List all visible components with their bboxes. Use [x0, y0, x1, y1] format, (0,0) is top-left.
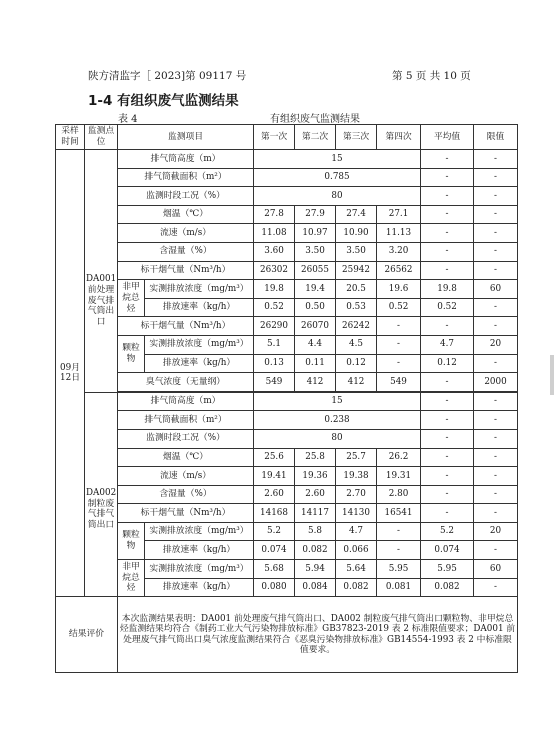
report-number: 陕方清监字［ 2023]第 09117 号: [88, 70, 247, 82]
table-row: [56, 261, 518, 280]
value-cell: 5.1: [254, 335, 295, 354]
page-indicator: 第 5 页 共 10 页: [392, 70, 471, 82]
value-cell: 25.6: [254, 448, 295, 467]
value-cell: 19.31: [377, 467, 421, 486]
value-cell: 549: [377, 373, 421, 392]
value-cell: 26290: [254, 317, 295, 336]
value-cell: 10.90: [336, 224, 377, 243]
item-label: 含湿量（%）: [118, 485, 254, 504]
value-cell: 2.80: [377, 485, 421, 504]
value-cell: 4.7: [336, 522, 377, 541]
value-cell: 11.08: [254, 224, 295, 243]
limit-cell: -: [474, 261, 518, 280]
average-cell: -: [421, 448, 474, 467]
table-row: [56, 205, 518, 224]
limit-cell: -: [474, 224, 518, 243]
limit-cell: -: [474, 168, 518, 187]
item-label: 排气筒截面积（m²）: [118, 168, 254, 187]
col-limit: 限值: [474, 125, 518, 150]
value-cell: -: [377, 522, 421, 541]
limit-cell: -: [474, 485, 518, 504]
average-cell: -: [421, 392, 474, 411]
value-cell: 26562: [377, 261, 421, 280]
table-row: [56, 242, 518, 261]
value-cell: 4.5: [336, 335, 377, 354]
value-cell: 2.60: [295, 485, 336, 504]
value-cell: 0.50: [295, 298, 336, 317]
table-row: [56, 187, 518, 206]
item-label: 排气筒高度（m）: [118, 392, 254, 411]
item-label: 烟温（℃）: [118, 448, 254, 467]
limit-cell: -: [474, 150, 518, 169]
value-cell: 0.074: [254, 541, 295, 560]
average-cell: 19.8: [421, 280, 474, 299]
value-cell: 19.38: [336, 467, 377, 486]
table-row: [56, 150, 518, 169]
item-label: 排放速率（kg/h）: [145, 541, 254, 560]
item-label: 实测排放浓度（mg/m³）: [145, 335, 254, 354]
conclusion-label: 结果评价: [56, 597, 118, 673]
value-cell: 5.68: [254, 560, 295, 579]
limit-cell: -: [474, 467, 518, 486]
item-label: 烟温（℃）: [118, 205, 254, 224]
value-cell: 80: [254, 429, 421, 448]
average-cell: -: [421, 504, 474, 523]
value-cell: 3.50: [336, 242, 377, 261]
value-cell: 15: [254, 392, 421, 411]
value-cell: 0.066: [336, 541, 377, 560]
conclusion-row: [56, 597, 518, 673]
value-cell: 27.8: [254, 205, 295, 224]
item-label: 臭气浓度（无量纲）: [118, 373, 254, 392]
limit-cell: -: [474, 448, 518, 467]
limit-cell: -: [474, 578, 518, 597]
average-cell: 0.12: [421, 354, 474, 373]
limit-cell: -: [474, 187, 518, 206]
average-cell: 4.7: [421, 335, 474, 354]
table-row: [56, 448, 518, 467]
value-cell: 0.082: [295, 541, 336, 560]
limit-cell: -: [474, 354, 518, 373]
limit-cell: -: [474, 504, 518, 523]
col-run3: 第三次: [336, 125, 377, 150]
value-cell: 412: [295, 373, 336, 392]
pollutant-group: 非甲烷总烃: [118, 280, 145, 317]
item-label: 实测排放浓度（mg/m³）: [145, 522, 254, 541]
value-cell: 19.4: [295, 280, 336, 299]
col-run1: 第一次: [254, 125, 295, 150]
table-row: [56, 467, 518, 486]
value-cell: 25.8: [295, 448, 336, 467]
col-average: 平均值: [421, 125, 474, 150]
col-point: 监测点位: [85, 125, 118, 150]
limit-cell: -: [474, 411, 518, 430]
point-da001: DA001 前处理废气排气筒出口: [85, 150, 118, 393]
value-cell: 26302: [254, 261, 295, 280]
average-cell: -: [421, 429, 474, 448]
value-cell: 80: [254, 187, 421, 206]
page-edge-mark: [550, 355, 554, 395]
table-row: [56, 560, 518, 579]
pollutant-group: 颗粒物: [118, 335, 145, 372]
average-cell: 0.074: [421, 541, 474, 560]
value-cell: 2.60: [254, 485, 295, 504]
value-cell: 26055: [295, 261, 336, 280]
limit-cell: -: [474, 429, 518, 448]
item-label: 标干烟气量（Nm³/h）: [118, 261, 254, 280]
table-row: [56, 411, 518, 430]
value-cell: 26.2: [377, 448, 421, 467]
table-row: [56, 522, 518, 541]
value-cell: 20.5: [336, 280, 377, 299]
value-cell: 0.13: [254, 354, 295, 373]
table-row: [56, 373, 518, 392]
value-cell: 5.94: [295, 560, 336, 579]
table-row: [56, 485, 518, 504]
item-label: 排放速率（kg/h）: [145, 354, 254, 373]
value-cell: 25.7: [336, 448, 377, 467]
average-cell: -: [421, 150, 474, 169]
average-cell: -: [421, 467, 474, 486]
conclusion-text: 本次监测结果表明：DA001 前处理废气排气筒出口、DA002 制粒废气排气筒出口颗粒物、非甲烷总烃监测结果均符合《制药工业大气污染物排放标准》GB37823-2019 表 2 标准限值要求；DA001 前处理废气排气筒出口臭气浓度监测结果符合《恶臭污染物排放标准》GB14554-1993 表 2 中标准限值要求。: [118, 597, 518, 673]
value-cell: 0.238: [254, 411, 421, 430]
col-run4: 第四次: [377, 125, 421, 150]
limit-cell: 60: [474, 560, 518, 579]
limit-cell: 60: [474, 280, 518, 299]
average-cell: -: [421, 411, 474, 430]
average-cell: 0.52: [421, 298, 474, 317]
value-cell: 5.2: [254, 522, 295, 541]
limit-cell: -: [474, 298, 518, 317]
value-cell: 0.082: [336, 578, 377, 597]
value-cell: 27.1: [377, 205, 421, 224]
value-cell: 19.41: [254, 467, 295, 486]
pollutant-group: 颗粒物: [118, 522, 145, 559]
table-row: [56, 504, 518, 523]
col-date: 采样时间: [56, 125, 85, 150]
item-label: 流速（m/s）: [118, 467, 254, 486]
average-cell: -: [421, 242, 474, 261]
value-cell: 0.12: [336, 354, 377, 373]
value-cell: 5.64: [336, 560, 377, 579]
table-row: [56, 429, 518, 448]
limit-cell: -: [474, 242, 518, 261]
limit-cell: -: [474, 392, 518, 411]
average-cell: -: [421, 261, 474, 280]
value-cell: 3.50: [295, 242, 336, 261]
table-row: [56, 335, 518, 354]
col-item: 监测项目: [118, 125, 254, 150]
table-number: 表 4: [118, 114, 138, 125]
value-cell: 14117: [295, 504, 336, 523]
value-cell: 0.084: [295, 578, 336, 597]
item-label: 标干烟气量（Nm³/h）: [118, 317, 254, 336]
value-cell: 26242: [336, 317, 377, 336]
limit-cell: 20: [474, 522, 518, 541]
average-cell: -: [421, 317, 474, 336]
limit-cell: -: [474, 317, 518, 336]
value-cell: 4.4: [295, 335, 336, 354]
value-cell: 0.785: [254, 168, 421, 187]
value-cell: 0.11: [295, 354, 336, 373]
limit-cell: 20: [474, 335, 518, 354]
value-cell: 16541: [377, 504, 421, 523]
limit-cell: 2000: [474, 373, 518, 392]
value-cell: -: [377, 335, 421, 354]
table-header-row: [56, 125, 518, 150]
average-cell: 0.082: [421, 578, 474, 597]
item-label: 流速（m/s）: [118, 224, 254, 243]
value-cell: 0.52: [254, 298, 295, 317]
item-label: 标干烟气量（Nm³/h）: [118, 504, 254, 523]
point-da002: DA002 制粒废气排气筒出口: [85, 392, 118, 597]
average-cell: -: [421, 224, 474, 243]
item-label: 实测排放浓度（mg/m³）: [145, 280, 254, 299]
value-cell: 3.60: [254, 242, 295, 261]
item-label: 排气筒截面积（m²）: [118, 411, 254, 430]
col-run2: 第二次: [295, 125, 336, 150]
value-cell: 0.53: [336, 298, 377, 317]
item-label: 排气筒高度（m）: [118, 150, 254, 169]
pollutant-group: 非甲烷总烃: [118, 560, 145, 597]
item-label: 监测时段工况（%）: [118, 429, 254, 448]
value-cell: 15: [254, 150, 421, 169]
value-cell: 2.70: [336, 485, 377, 504]
item-label: 实测排放浓度（mg/m³）: [145, 560, 254, 579]
value-cell: 3.20: [377, 242, 421, 261]
table-row: [56, 317, 518, 336]
value-cell: -: [377, 317, 421, 336]
exhaust-monitoring-table: [55, 124, 518, 673]
section-title: 1-4 有组织废气监测结果: [88, 93, 239, 109]
limit-cell: -: [474, 205, 518, 224]
table-row: [56, 168, 518, 187]
item-label: 排放速率（kg/h）: [145, 578, 254, 597]
table-row: [56, 280, 518, 299]
value-cell: 27.4: [336, 205, 377, 224]
sampling-date: 09月 12日: [56, 150, 85, 597]
item-label: 含湿量（%）: [118, 242, 254, 261]
value-cell: 14130: [336, 504, 377, 523]
table-title: 有组织废气监测结果: [270, 114, 360, 125]
table-row: [56, 224, 518, 243]
value-cell: -: [377, 354, 421, 373]
value-cell: 0.081: [377, 578, 421, 597]
value-cell: 412: [336, 373, 377, 392]
average-cell: 5.2: [421, 522, 474, 541]
value-cell: 10.97: [295, 224, 336, 243]
value-cell: 0.52: [377, 298, 421, 317]
average-cell: -: [421, 187, 474, 206]
value-cell: 549: [254, 373, 295, 392]
value-cell: 5.95: [377, 560, 421, 579]
average-cell: -: [421, 205, 474, 224]
average-cell: -: [421, 168, 474, 187]
value-cell: 11.13: [377, 224, 421, 243]
value-cell: 25942: [336, 261, 377, 280]
value-cell: 14168: [254, 504, 295, 523]
value-cell: 0.080: [254, 578, 295, 597]
value-cell: 19.6: [377, 280, 421, 299]
value-cell: -: [377, 541, 421, 560]
limit-cell: -: [474, 541, 518, 560]
value-cell: 27.9: [295, 205, 336, 224]
average-cell: -: [421, 373, 474, 392]
table-row: [56, 392, 518, 411]
average-cell: -: [421, 485, 474, 504]
item-label: 排放速率（kg/h）: [145, 298, 254, 317]
average-cell: 5.95: [421, 560, 474, 579]
value-cell: 19.8: [254, 280, 295, 299]
item-label: 监测时段工况（%）: [118, 187, 254, 206]
value-cell: 5.8: [295, 522, 336, 541]
value-cell: 19.36: [295, 467, 336, 486]
value-cell: 26070: [295, 317, 336, 336]
